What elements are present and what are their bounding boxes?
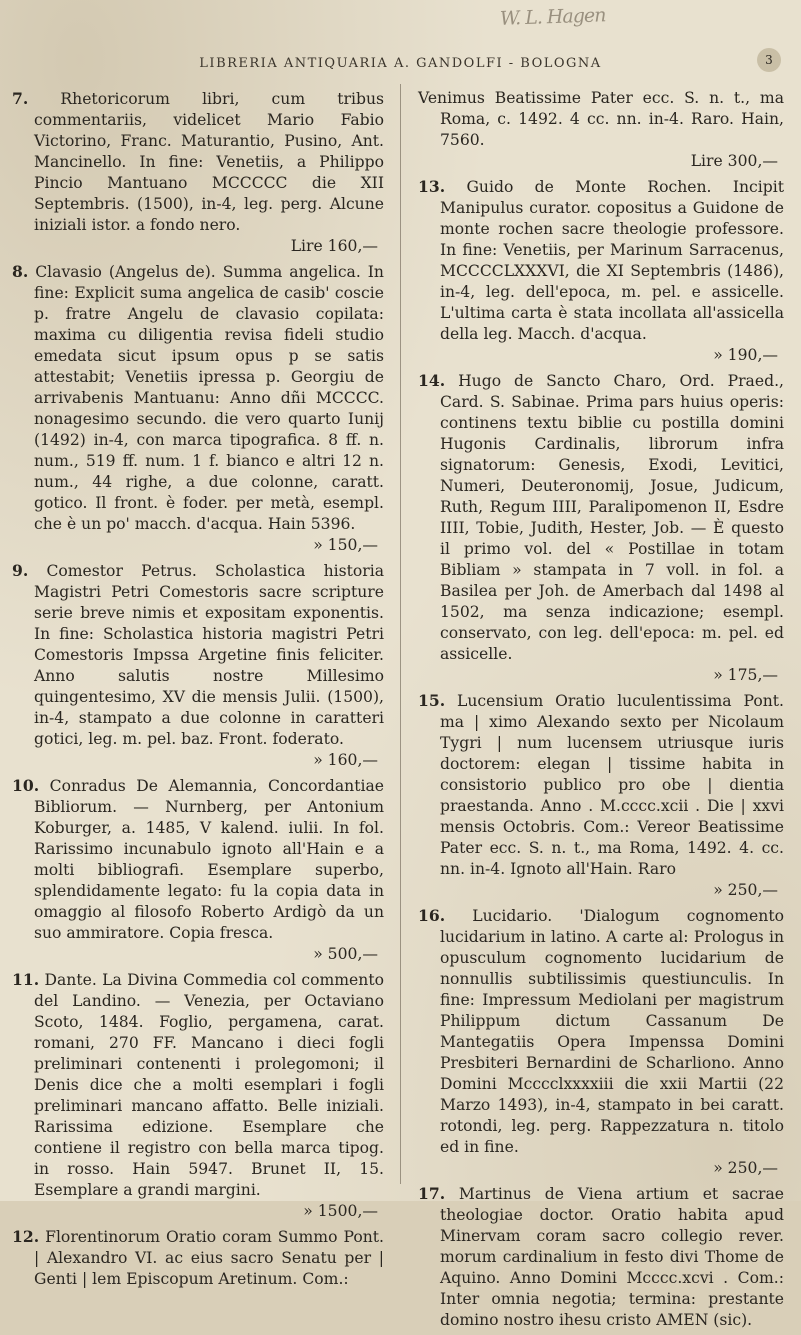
entry-text: Venimus Beatissime Pater ecc. S. n. t., ma Roma, c. 1492. 4 cc. nn. in-4. Raro. Hain, 7560. bbox=[418, 89, 784, 149]
catalog-entry bbox=[12, 969, 384, 1222]
handwritten-stamp: W. L. Hagen bbox=[499, 4, 606, 30]
entry-price: » 250,— bbox=[713, 1159, 778, 1177]
catalog-entry bbox=[418, 690, 784, 901]
entry-body bbox=[418, 1183, 784, 1331]
entry-body bbox=[12, 261, 384, 535]
entry-text: Comestor Petrus. Scholastica historia Magistri Petri Comestoris sacre scripture serie breve nimis et expositam exponentis. In fine: Scholastica historia magistri Petri Comestoris Impssa Argetine finis feliciter. Anno salutis nostre Millesimo quingentesimo, XV die mensis Julii. (1500), in-4, stampato a due colonne in caratteri gotici, leg. m. pel. baz. Front. foderato. bbox=[34, 562, 384, 748]
entry-body bbox=[12, 88, 384, 236]
entry-price: » 500,— bbox=[313, 945, 378, 963]
entry-price: Lire 160,— bbox=[290, 237, 378, 255]
entry-price: » 250,— bbox=[713, 881, 778, 899]
entry-body bbox=[12, 560, 384, 750]
entry-price: » 160,— bbox=[313, 751, 378, 769]
entry-number: 15. bbox=[418, 691, 446, 710]
catalog-entry bbox=[12, 560, 384, 771]
entry-number: 17. bbox=[418, 1184, 446, 1203]
entry-text: Clavasio (Angelus de). Summa angelica. In fine: Explicit suma angelica de casib' coscie p. fratre Angelu de clavasio copilata: maxima cu diligentia revisa fideli studio emedata sicut ipsum opus p se satis attestabit; Venetiis ipressa p. Georgiu de arrivabenis Mantuanu: Anno dñi MCCCC. nonagesimo secundo. die vero quarto Iunij (1492) in-4, con marca tipografica. 8 ff. n. num., 519 ff. num. 1 f. bianco e altri 12 n. num., 44 righe, a due colonne, caratt. gotico. Il front. è foder. per metà, esempl. che è un po' macch. d'acqua. Hain 5396. bbox=[34, 263, 384, 533]
catalog-entry bbox=[418, 88, 784, 172]
catalog-entry bbox=[12, 88, 384, 257]
entry-body bbox=[12, 1226, 384, 1290]
catalog-entry bbox=[12, 261, 384, 556]
entry-body bbox=[418, 370, 784, 665]
entry-number: 12. bbox=[12, 1227, 40, 1246]
entry-body bbox=[418, 176, 784, 345]
catalog-entry bbox=[418, 905, 784, 1179]
entry-price: » 175,— bbox=[713, 666, 778, 684]
page-number: 3 bbox=[757, 48, 781, 72]
right-column bbox=[418, 88, 784, 1335]
entry-number: 14. bbox=[418, 371, 446, 390]
entry-price: » 150,— bbox=[313, 536, 378, 554]
catalog-entry bbox=[418, 1183, 784, 1331]
entry-number: 13. bbox=[418, 177, 446, 196]
entry-text: Hugo de Sancto Charo, Ord. Praed., Card. S. Sabinae. Prima pars huius operis: continens textu biblie cu postilla domini Hugonis Cardinalis, librorum infra signatorum: Genesis, Exodi, Levitici, Numeri, Deuteronomij, Josue, Judicum, Ruth, Regum IIII, Paralipomenon II, Esdre IIII, Tobie, Judith, Hester, Job. — È questo il primo vol. del « Postillae in totam Bibliam » stampata in 7 voll. in fol. a Basilea per Joh. de Amerbach dal 1498 al 1502, ma senza indicazione; esempl. conservato, con leg. dell'epoca: m. pel. ed assicelle. bbox=[440, 372, 784, 663]
entry-price: Lire 300,— bbox=[690, 152, 778, 170]
catalog-entry bbox=[12, 775, 384, 965]
entry-price: » 190,— bbox=[713, 346, 778, 364]
catalog-entry bbox=[418, 176, 784, 366]
entry-text: Martinus de Viena artium et sacrae theologiae doctor. Oratio habita apud Minervam coram sacro collegio rever. morum cardinalium in festo divi Thome de Aquino. Anno Domini Mcccc.xcvi . Com.: Inter omnia negotia; termina: prestante domino nostro ihesu cristo AMEN (sic). bbox=[440, 1185, 784, 1329]
entry-number: 9. bbox=[12, 561, 29, 580]
entry-body bbox=[418, 690, 784, 880]
entry-number: 8. bbox=[12, 262, 29, 281]
entry-body bbox=[12, 969, 384, 1201]
column-divider bbox=[400, 84, 401, 1184]
entry-price: » 1500,— bbox=[303, 1202, 378, 1220]
entry-text: Rhetoricorum libri, cum tribus commentariis, videlicet Mario Fabio Victorino, Franc. Maturantio, Pusino, Ant. Mancinello. In fine: Venetiis, a Philippo Pincio Mantuano MCCCCC die XII Septembris. (1500), in-4, leg. perg. Alcune iniziali istor. a fondo nero. bbox=[34, 90, 384, 234]
entry-body bbox=[418, 88, 784, 151]
entry-text: Lucidario. 'Dialogum cognomento lucidarium in latino. A carte al: Prologus in opusculum cognomento lucidarium de nonnullis subtilissimis questiunculis. In fine: Impressum Mediolani per magistrum Philippum dictum Cassanum De Mantegatiis Opera Impenssa Domini Presbiteri Bernardini de Scharliono. Anno Domini Mcccclxxxxiii die xxii Martii (22 Marzo 1493), in-4, stampato in bei caratt. rotondi, leg. perg. Rappezzatura n. titolo ed in fine. bbox=[440, 907, 784, 1156]
catalog-entry bbox=[418, 370, 784, 686]
entry-text: Dante. La Divina Commedia col commento del Landino. — Venezia, per Octaviano Scoto, 1484. Foglio, pergamena, carat. romani, 270 FF. Mancano i dieci fogli preliminari contenenti i prolegomoni; il Denis dice che a molti esemplari i fogli preliminari mancano affatto. Belle iniziali. Rarissima edizione. Esemplare che contiene il registro con bella marca tipog. in rosso. Hain 5947. Brunet II, 15. Esemplare a grandi margini. bbox=[34, 971, 384, 1199]
entry-number: 10. bbox=[12, 776, 40, 795]
page-header: LIBRERIA ANTIQUARIA A. GANDOLFI - BOLOGNA bbox=[199, 56, 602, 71]
left-column bbox=[12, 88, 384, 1294]
entry-number: 7. bbox=[12, 89, 29, 108]
entry-text: Conradus De Alemannia, Concordantiae Bibliorum. — Nurnberg, per Antonium Koburger, a. 1485, V kalend. iulii. In fol. Rarissimo incunabulo ignoto all'Hain e a molti bibliografi. Esemplare superbo, splendidamente legato: fu la copia data in omaggio al filosofo Roberto Ardigò da un suo ammiratore. Copia fresca. bbox=[34, 777, 384, 942]
entry-body bbox=[418, 905, 784, 1158]
entry-body bbox=[12, 775, 384, 944]
entry-text: Florentinorum Oratio coram Summo Pont. | Alexandro VI. ac eius sacro Senatu per | Genti | lem Episcopum Aretinum. Com.: bbox=[34, 1228, 384, 1288]
entry-text: Guido de Monte Rochen. Incipit Manipulus curator. copositus a Guidone de monte rochen sacre theologie professore. In fine: Venetiis, per Marinum Sarracenus, MCCCCLXXXVI, die XI Septembris (1486), in-4, leg. dell'epoca, m. pel. e assicelle. L'ultima carta è stata incollata all'assicella della leg. Macch. d'acqua. bbox=[440, 178, 784, 343]
entry-number: 16. bbox=[418, 906, 446, 925]
entry-text: Lucensium Oratio luculentissima Pont. ma | ximo Alexando sexto per Nicolaum Tygri | num lucensem utriusque iuris doctorem: elegan | tissime habita in consistorio publico pro obe | dientia praestanda. Anno . M.cccc.xcii . Die | xxvi mensis Octobris. Com.: Vereor Beatissime Pater ecc. S. n. t., ma Roma, 1492. 4. cc. nn. in-4. Ignoto all'Hain. Raro bbox=[440, 692, 784, 878]
catalog-entry bbox=[12, 1226, 384, 1290]
entry-number: 11. bbox=[12, 970, 40, 989]
